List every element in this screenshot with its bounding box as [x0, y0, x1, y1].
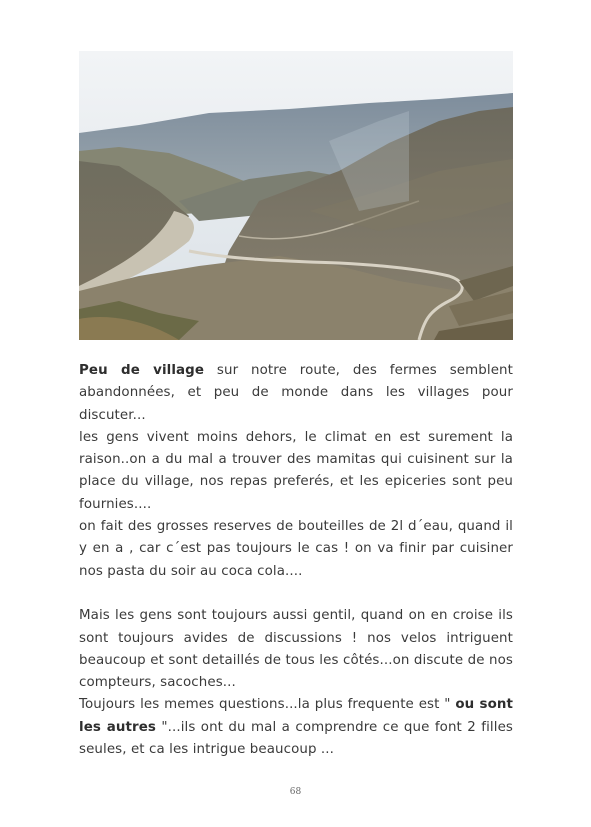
paragraph-4: Mais les gens sont toujours aussi gentil, quand on en croise ils sont toujours avides de discussions ! nos velos intriguent beaucoup et sont detaillés de tous les côtés...on discute de nos compteurs, sacoches... [79, 608, 513, 691]
paragraph-3: on fait des grosses reserves de bouteilles de 2l d´eau, quand il y en a , car c´est pas toujours le cas ! on va finir par cuisiner nos pasta du soir au coca cola.... [79, 519, 513, 579]
bold-phrase: ou sont les autres [79, 697, 513, 735]
paragraph-text: "...ils ont du mal a comprendre ce que font 2 filles seules, et ca les intrigue beaucoup ... [79, 719, 513, 758]
paragraph-text: sur notre route, des fermes semblent abandonnées, et peu de monde dans les villages pour discuter... [79, 363, 513, 423]
bold-phrase: Peu de village [79, 363, 205, 378]
paragraph-5 [79, 694, 513, 761]
paragraph-1 [79, 360, 513, 427]
landscape-photo [79, 51, 513, 340]
paragraph-2: les gens vivent moins dehors, le climat en est surement la raison..on a du mal a trouver des mamitas qui cuisinent sur la place du village, nos repas preferés, et les epiceries sont peu fournies.... [79, 429, 513, 512]
paragraph-text: Toujours les memes questions...la plus frequente est " [79, 697, 456, 713]
page-number: 68 [289, 787, 302, 797]
article-text [79, 360, 513, 761]
paragraph-gap [79, 583, 513, 605]
mountain-valley-image [79, 51, 513, 340]
